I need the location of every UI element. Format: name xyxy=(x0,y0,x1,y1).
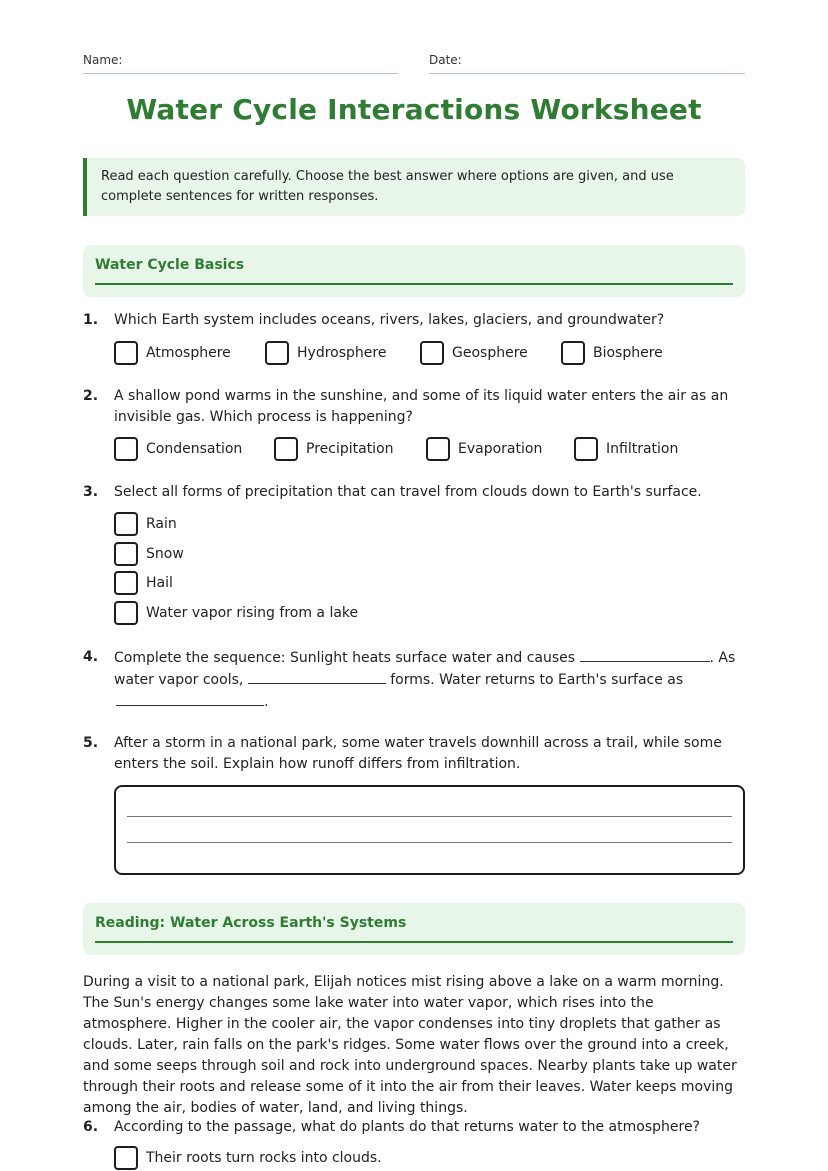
checkbox[interactable] xyxy=(420,341,444,365)
name-date-row xyxy=(83,52,745,74)
answer-line xyxy=(127,816,732,817)
section-header-water-cycle-basics xyxy=(83,245,745,297)
checkbox[interactable] xyxy=(114,341,138,365)
checkbox[interactable] xyxy=(114,542,138,566)
option-label: Rain xyxy=(146,516,177,532)
section-title: Reading: Water Across Earth's Systems xyxy=(95,914,733,943)
question-6 xyxy=(83,1117,745,1171)
blank-answer-2[interactable] xyxy=(248,669,386,684)
checkbox[interactable] xyxy=(274,437,298,461)
section-header-reading xyxy=(83,903,745,955)
option-label: Biosphere xyxy=(593,345,663,361)
checkbox[interactable] xyxy=(561,341,585,365)
section-title: Water Cycle Basics xyxy=(95,256,733,285)
checkbox[interactable] xyxy=(114,512,138,536)
name-label: Name: xyxy=(83,53,123,67)
date-field[interactable] xyxy=(429,52,745,74)
question-text xyxy=(114,647,744,713)
question-text: According to the passage, what do plants do that returns water to the atmosphere? xyxy=(114,1119,700,1135)
blank-answer-1[interactable] xyxy=(580,647,710,662)
question-3 xyxy=(83,482,745,632)
blank-answer-3[interactable] xyxy=(116,691,264,706)
written-answer-box[interactable] xyxy=(114,785,745,875)
page-title: Water Cycle Interactions Worksheet xyxy=(126,93,702,126)
checkbox[interactable] xyxy=(114,1146,138,1170)
option-label: Geosphere xyxy=(452,345,528,361)
question-number: 3. xyxy=(83,484,99,500)
question-text: Which Earth system includes oceans, rivers, lakes, glaciers, and groundwater? xyxy=(114,312,665,328)
sequence-text-3: forms. Water returns to Earth's surface as xyxy=(390,672,684,688)
question-number: 6. xyxy=(83,1119,99,1135)
answer-line xyxy=(127,842,732,843)
option-label: Snow xyxy=(146,546,184,562)
checkbox[interactable] xyxy=(114,437,138,461)
question-4 xyxy=(83,647,745,711)
question-number: 5. xyxy=(83,735,99,751)
option-label: Precipitation xyxy=(306,441,394,457)
sequence-text-1: Complete the sequence: Sunlight heats surface water and causes xyxy=(114,650,576,666)
sequence-text-2: . As water vapor cools, xyxy=(114,650,736,688)
instructions-box xyxy=(83,158,745,216)
option-label: Evaporation xyxy=(458,441,543,457)
checkbox[interactable] xyxy=(265,341,289,365)
question-5 xyxy=(83,733,745,777)
instructions-text: Read each question carefully. Choose the best answer where options are given, and use complete sentences for written responses. xyxy=(101,169,674,204)
option-label: Atmosphere xyxy=(146,345,231,361)
question-number: 2. xyxy=(83,388,99,404)
option-label: Infiltration xyxy=(606,441,679,457)
name-field[interactable] xyxy=(83,52,398,74)
checkbox[interactable] xyxy=(114,571,138,595)
option-label: Hail xyxy=(146,575,173,591)
option-label: Water vapor rising from a lake xyxy=(146,605,359,621)
question-2 xyxy=(83,386,745,466)
option-label: Condensation xyxy=(146,441,243,457)
question-text: Select all forms of precipitation that can travel from clouds down to Earth's surface. xyxy=(114,484,702,500)
checkbox[interactable] xyxy=(574,437,598,461)
reading-passage: During a visit to a national park, Elijah notices mist rising above a lake on a warm morning. The Sun's energy changes some lake water into water vapor, which rises into the atmosphere. Higher in the cooler air, the vapor condenses into tiny droplets that gather as clouds. Later, rain falls on the park's ridges. Some water flows over the ground into a creek, and some seeps through soil and rock into underground spaces. Nearby plants take up water through their roots and release some of it into the air from their leaves. Water keeps moving among the air, bodies of water, land, and living things. xyxy=(83,974,737,1116)
sequence-text-4: . xyxy=(264,694,269,710)
option-label: Their roots turn rocks into clouds. xyxy=(146,1150,382,1166)
option-label: Hydrosphere xyxy=(297,345,387,361)
checkbox[interactable] xyxy=(114,601,138,625)
question-number: 4. xyxy=(83,649,99,665)
date-label: Date: xyxy=(429,53,462,67)
question-text: After a storm in a national park, some water travels downhill across a trail, while some enters the soil. Explain how runoff differs from infiltration. xyxy=(114,735,722,772)
question-text: A shallow pond warms in the sunshine, and some of its liquid water enters the air as an invisible gas. Which process is happening? xyxy=(114,388,729,425)
question-1 xyxy=(83,310,745,370)
question-number: 1. xyxy=(83,312,99,328)
checkbox[interactable] xyxy=(426,437,450,461)
